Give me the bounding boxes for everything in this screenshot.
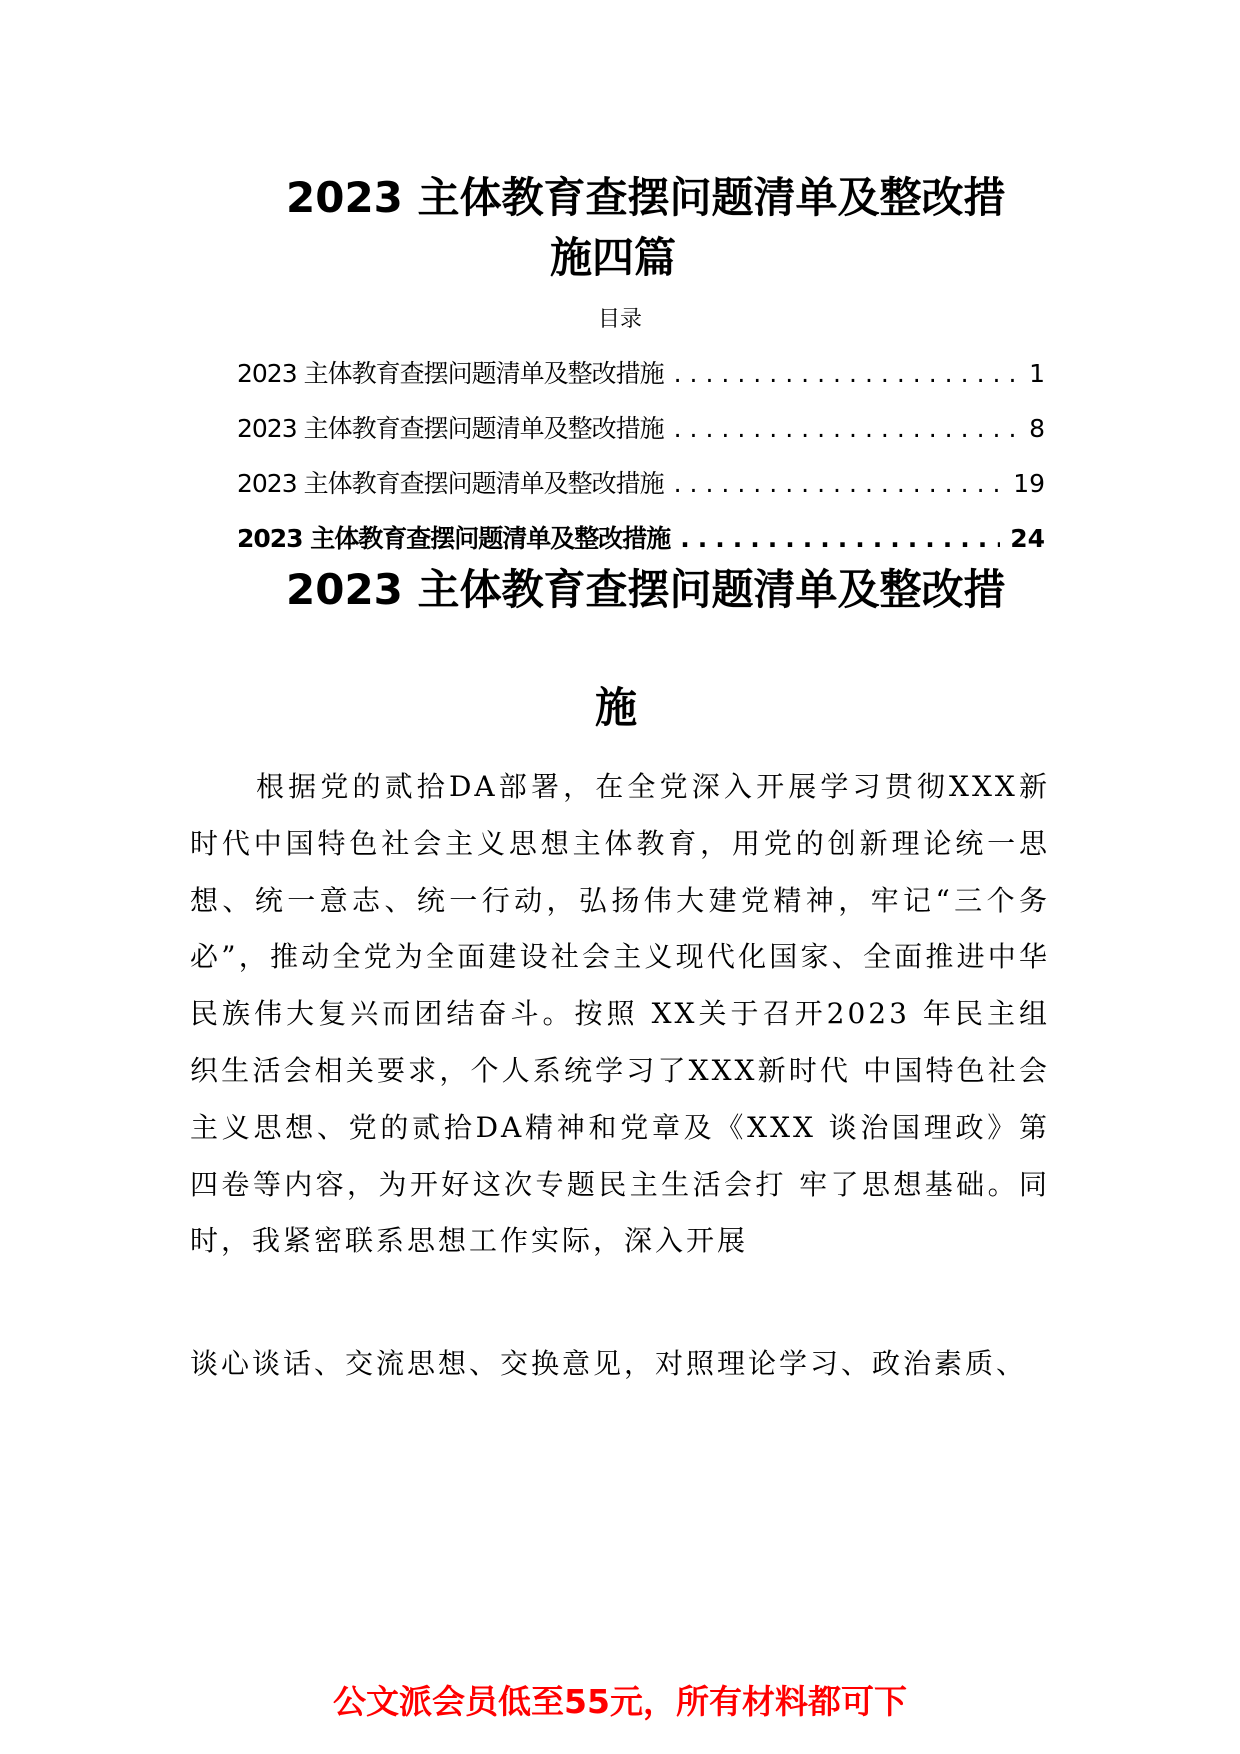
toc-dot-leader <box>680 524 1000 553</box>
body-paragraph-continued: 谈心谈话、交流思想、交换意见，对照理论学习、政治素质、 <box>190 1347 1028 1380</box>
toc-entry[interactable] <box>237 464 1045 519</box>
section-title-line-2: 施 <box>595 683 638 732</box>
toc-entry-page: 8 <box>1029 414 1045 443</box>
body-paragraph: 根据党的贰拾DA部署，在全党深入开展学习贯彻XXX新时代中国特色社会主义思想主体教育，用党的创新理论统一思想、统一意志、统一行动，弘扬伟大建党精神，牢记“三个务必”，推动全党为全面建设社会主义现代化国家、全面推进中华民族伟大复兴而团结奋斗。按照 XX关于召开2023 年民主组织生活会相关要求，个人系统学习了XXX新时代 中国特色社会主义思想、党的贰拾DA精神和党章及《XXX 谈治国理政》第四卷等内容，为开好这次专题民主生活会打 牢了思想基础。同时，我紧密联系思想工作实际，深入开展 <box>190 770 1050 1258</box>
toc-dot-leader <box>674 414 1020 443</box>
document-title <box>250 168 1090 288</box>
toc-entry-page: 19 <box>1013 469 1045 498</box>
toc-entry[interactable] <box>237 354 1045 409</box>
toc-heading: 目录 <box>597 307 642 332</box>
toc-entry-label: 2023 主体教育查摆问题清单及整改措施 <box>237 359 664 388</box>
section-title-line-1: 2023 主体教育查摆问题清单及整改措 <box>286 565 1006 614</box>
toc-dot-leader <box>674 469 1004 498</box>
toc-entry-label: 2023 主体教育查摆问题清单及整改措施 <box>237 414 664 443</box>
document-title-line-1: 2023 主体教育查摆问题清单及整改措 <box>286 173 1006 222</box>
promo-banner-text: 公文派会员低至55元，所有材料都可下 <box>333 1682 907 1721</box>
toc-entry[interactable] <box>237 409 1045 464</box>
document-title-line-2: 施四篇 <box>550 233 677 282</box>
toc-dot-leader <box>674 359 1020 388</box>
toc-entry-label: 2023 主体教育查摆问题清单及整改措施 <box>237 469 664 498</box>
table-of-contents <box>237 354 1045 574</box>
toc-entry-page: 24 <box>1010 524 1045 553</box>
toc-entry-label: 2023 主体教育查摆问题清单及整改措施 <box>237 524 671 553</box>
toc-entry-page: 1 <box>1029 359 1045 388</box>
section-title <box>250 560 1090 738</box>
